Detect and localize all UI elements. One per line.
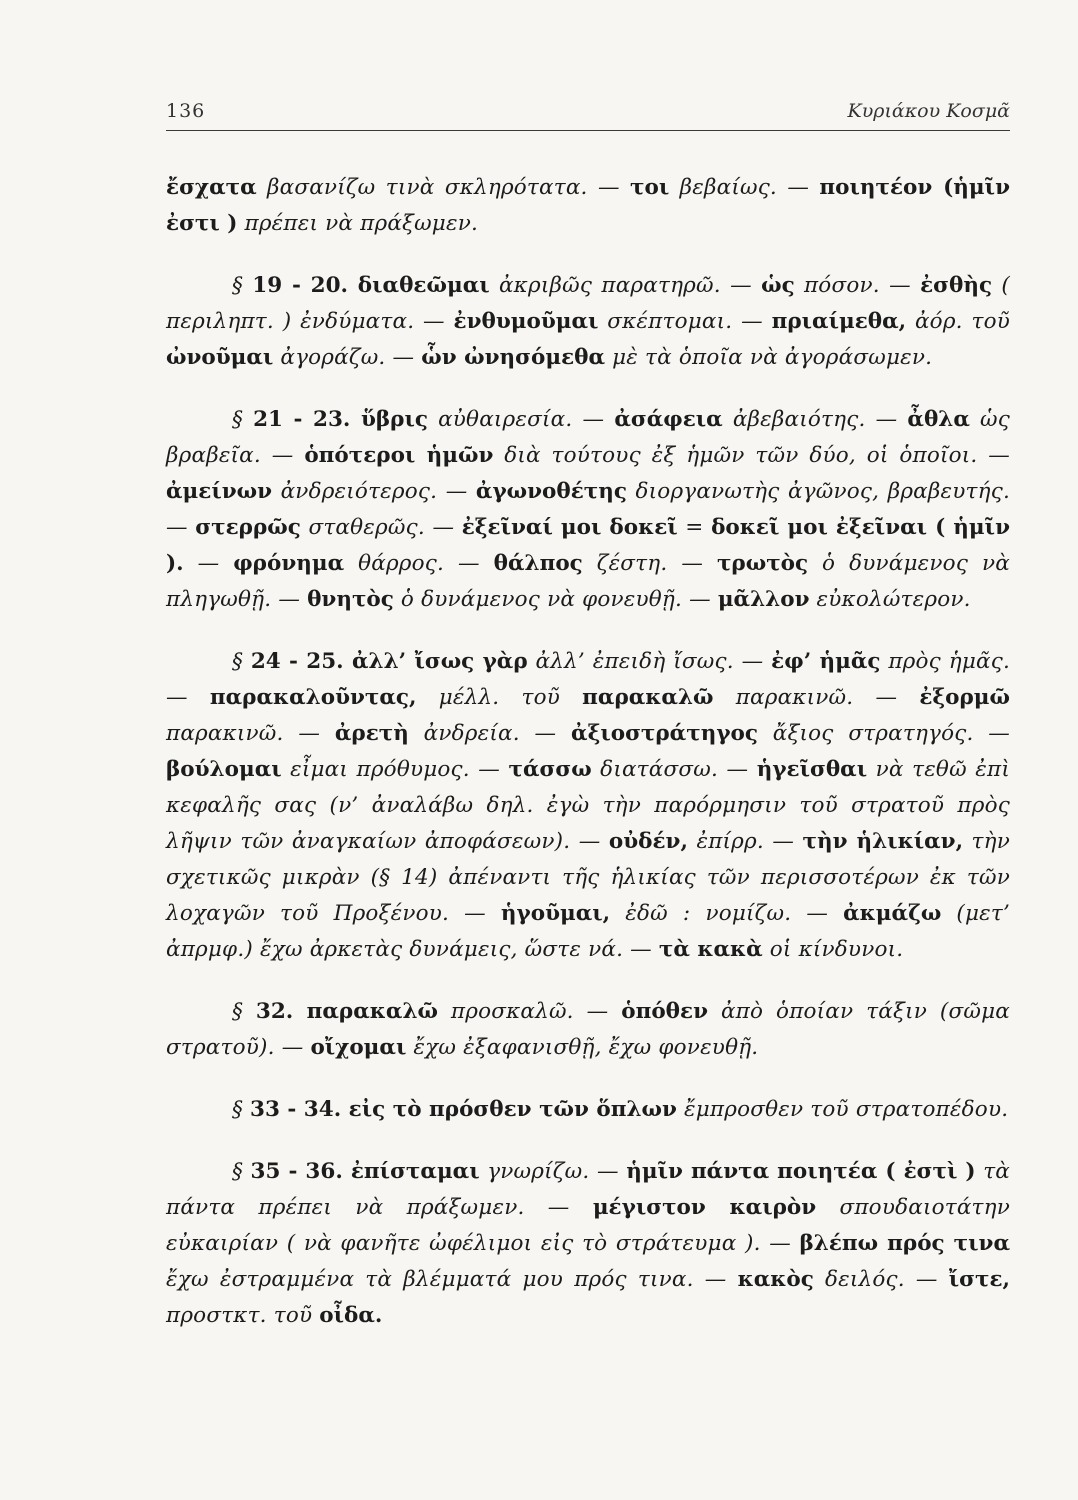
glossary-term: 33 - 34. εἰς τὸ πρόσθεν τῶν ὅπλων — [249, 1097, 677, 1122]
glossary-definition: προστκτ. τοῦ — [166, 1303, 320, 1328]
glossary-paragraph — [166, 1154, 1010, 1334]
running-head: Κυριάκου Κοσμᾶ — [847, 100, 1010, 122]
glossary-definition: ἔχω ἐστραμμένα τὰ βλέμματά μου πρός τινα. — — [166, 1267, 738, 1292]
glossary-definition: ἐπίρρ. — — [687, 829, 803, 854]
glossary-definition: ἄξιος στρατηγός. — — [757, 721, 1010, 746]
glossary-term: παρακαλοῦντας, — [209, 685, 417, 710]
glossary-term: βούλομαι — [166, 757, 282, 782]
glossary-term: ὁπότεροι ἡμῶν — [304, 443, 494, 468]
glossary-term: ἀξιοστράτηγος — [571, 721, 758, 746]
glossary-definition: § — [232, 1097, 250, 1122]
glossary-term: παρακαλῶ — [582, 685, 714, 710]
glossary-term: τὰ κακὰ — [658, 937, 763, 962]
glossary-definition: διατάσσω. — — [591, 757, 757, 782]
page-header — [166, 98, 1010, 131]
glossary-definition: § — [232, 273, 253, 298]
glossary-definition: θάρρος. — — [344, 551, 494, 576]
glossary-definition: § — [232, 407, 254, 432]
glossary-definition: διοργανωτὴς ἀγῶνος, βραβευτής. — — [166, 479, 1010, 540]
glossary-paragraph — [166, 644, 1010, 968]
glossary-definition: (μετ’ ἀπρμφ.) ἔχω ἀρκετὰς δυνάμεις, ὥστε νά. — — [166, 901, 1010, 962]
glossary-term: ἔσχατα — [166, 175, 257, 200]
glossary-definition: ἀκριβῶς παρατηρῶ. — — [489, 273, 762, 298]
glossary-definition: ὁ δυνάμενος νὰ πληγωθῇ. — — [166, 551, 1010, 612]
glossary-term: ὠνοῦμαι — [166, 345, 274, 370]
glossary-term: ἡγοῦμαι, — [500, 901, 611, 926]
glossary-definition: ὡς βραβεῖα. — — [166, 407, 1010, 468]
glossary-term: ποιητέον (ἡμῖν ἐστι ) — [166, 175, 1010, 236]
glossary-term: τὴν ἡλικίαν, — [802, 829, 964, 854]
glossary-term: ἀγωνοθέτης — [475, 479, 627, 504]
glossary-paragraph — [166, 268, 1010, 376]
glossary-definition: εὐκολώτερον. — [809, 587, 971, 612]
glossary-definition: νὰ τεθῶ ἐπὶ κεφαλῆς σας (ν’ ἀναλάβω δηλ. ἐγὼ τὴν παρόρμησιν τοῦ στρατοῦ πρὸς λῆψιν τῶν ἀναγκαίων ἀποφάσεων). — — [166, 757, 1010, 854]
glossary-term: ὧν ὠνησόμεθα — [421, 345, 606, 370]
glossary-term: ἀρετὴ — [334, 721, 409, 746]
glossary-term: θάλπος — [493, 551, 583, 576]
glossary-definition: ἀνδρεία. — — [408, 721, 572, 746]
glossary-definition: αὐθαιρεσία. — — [427, 407, 615, 432]
glossary-term: 21 - 23. ὕβρις — [253, 407, 428, 432]
glossary-term: ἡμῖν πάντα ποιητέα ( ἐστὶ ) — [626, 1159, 976, 1184]
glossary-term: τάσσω — [508, 757, 592, 782]
glossary-term: φρόνημα — [233, 551, 345, 576]
glossary-definition: προσκαλῶ. — — [437, 999, 622, 1024]
glossary-definition: παρακινῶ. — — [713, 685, 920, 710]
glossary-term: 24 - 25. ἀλλ’ ἴσως γὰρ — [250, 649, 528, 674]
glossary-term: τοι — [630, 175, 670, 200]
glossary-term: ἐξορμῶ — [919, 685, 1010, 710]
glossary-definition: εἶμαι πρόθυμος. — — [281, 757, 509, 782]
glossary-paragraph — [166, 170, 1010, 242]
glossary-definition: δειλός. — — [813, 1267, 949, 1292]
glossary-term: ἴστε, — [948, 1267, 1010, 1292]
glossary-definition: ἀλλ’ ἐπειδὴ ἴσως. — — [527, 649, 772, 674]
glossary-term: ὡς — [761, 273, 795, 298]
glossary-term: στερρῶς — [195, 515, 301, 540]
glossary-term: ὁπόθεν — [621, 999, 709, 1024]
glossary-definition: ἔχω ἐξαφανισθῇ, ἔχω φονευθῇ. — [406, 1035, 759, 1060]
glossary-term: οὐδέν, — [608, 829, 688, 854]
glossary-term: 32. παρακαλῶ — [255, 999, 438, 1024]
glossary-definition: τὰ πάντα πρέπει νὰ πράξωμεν. — — [166, 1159, 1011, 1220]
glossary-definition: βασανίζω τινὰ σκληρότατα. — — [256, 175, 631, 200]
glossary-definition: — — [183, 551, 234, 576]
page-number: 136 — [166, 100, 206, 122]
glossary-definition: ἐδῶ : νομίζω. — — [610, 901, 844, 926]
glossary-definition: § — [232, 1159, 251, 1184]
glossary-definition: ζέστη. — — [582, 551, 717, 576]
glossary-definition: ἀβεβαιότης. — — [722, 407, 908, 432]
glossary-term: ἐξεῖναί μοι δοκεῖ — [461, 515, 678, 540]
glossary-term: ἀμείνων — [166, 479, 273, 504]
glossary-term: θνητὸς — [307, 587, 394, 612]
glossary-paragraph — [166, 402, 1010, 618]
glossary-definition: ἔμπροσθεν τοῦ στρατοπέδου. — [676, 1097, 1009, 1122]
glossary-definition: ( περιληπτ. ) ἐνδύματα. — — [166, 273, 1010, 334]
glossary-paragraph — [166, 994, 1010, 1066]
glossary-term: ἐνθυμοῦμαι — [453, 309, 599, 334]
glossary-body — [166, 170, 1010, 1360]
glossary-definition: = — [677, 515, 712, 540]
glossary-term: οἴχομαι — [310, 1035, 407, 1060]
glossary-definition: μέλλ. τοῦ — [416, 685, 583, 710]
glossary-term: 19 - 20. διαθεῶμαι — [252, 273, 490, 298]
glossary-definition: σκέπτομαι. — — [598, 309, 772, 334]
glossary-term: τρωτὸς — [716, 551, 809, 576]
glossary-definition: ὁ δυνάμενος νὰ φονευθῇ. — — [393, 587, 718, 612]
glossary-definition: ἀνδρειότερος. — — [272, 479, 476, 504]
glossary-definition: ἀόρ. τοῦ — [906, 309, 1010, 334]
glossary-definition: ἀγοράζω. — — [273, 345, 422, 370]
glossary-term: πριαίμεθα, — [771, 309, 907, 334]
glossary-definition: πόσον. — — [794, 273, 921, 298]
glossary-paragraph — [166, 1092, 1010, 1128]
glossary-term: δοκεῖ μοι ἐξεῖναι ( ἡμῖν ). — [166, 515, 1010, 576]
glossary-definition: § — [232, 649, 251, 674]
glossary-definition: μὲ τὰ ὁποῖα νὰ ἀγοράσωμεν. — [605, 345, 933, 370]
glossary-term: βλέπω πρός τινα — [799, 1231, 1010, 1256]
glossary-term: κακὸς — [737, 1267, 814, 1292]
glossary-definition: τὴν σχετικῶς μικρὰν (§ 14) ἀπέναντι τῆς ἡλικίας τῶν περισσοτέρων ἐκ τῶν λοχαγῶν τοῦ Προξένου. — — [166, 829, 1010, 926]
glossary-definition: § — [232, 999, 256, 1024]
glossary-definition: γνωρίζω. — — [479, 1159, 627, 1184]
glossary-definition: σταθερῶς. — — [300, 515, 462, 540]
glossary-term: ἆθλα — [907, 407, 970, 432]
glossary-definition: ἀπὸ ὁποίαν τάξιν (σῶμα στρατοῦ). — — [166, 999, 1010, 1060]
glossary-definition: σπουδαιοτάτην εὐκαιρίαν ( νὰ φανῆτε ὠφέλιμοι εἰς τὸ στράτευμα ). — — [166, 1195, 1010, 1256]
glossary-term: μᾶλλον — [717, 587, 810, 612]
glossary-term: μέγιστον καιρὸν — [592, 1195, 817, 1220]
glossary-definition: πρέπει νὰ πράξωμεν. — [237, 211, 479, 236]
glossary-definition: οἱ κίνδυνοι. — [762, 937, 904, 962]
glossary-term: ἐσθὴς — [920, 273, 993, 298]
glossary-definition: παρακινῶ. — — [166, 721, 335, 746]
glossary-definition: βεβαίως. — — [669, 175, 820, 200]
glossary-term: ἐφ’ ἡμᾶς — [771, 649, 881, 674]
glossary-definition: πρὸς ἡμᾶς. — — [166, 649, 1011, 710]
glossary-definition: διὰ τούτους ἐξ ἡμῶν τῶν δύο, οἱ ὁποῖοι. — — [493, 443, 1010, 468]
glossary-term: 35 - 36. ἐπίσταμαι — [250, 1159, 480, 1184]
glossary-term: ἡγεῖσθαι — [756, 757, 868, 782]
glossary-term: ἀκμάζω — [843, 901, 942, 926]
glossary-term: ἀσάφεια — [614, 407, 723, 432]
glossary-term: οἶδα. — [319, 1303, 383, 1328]
